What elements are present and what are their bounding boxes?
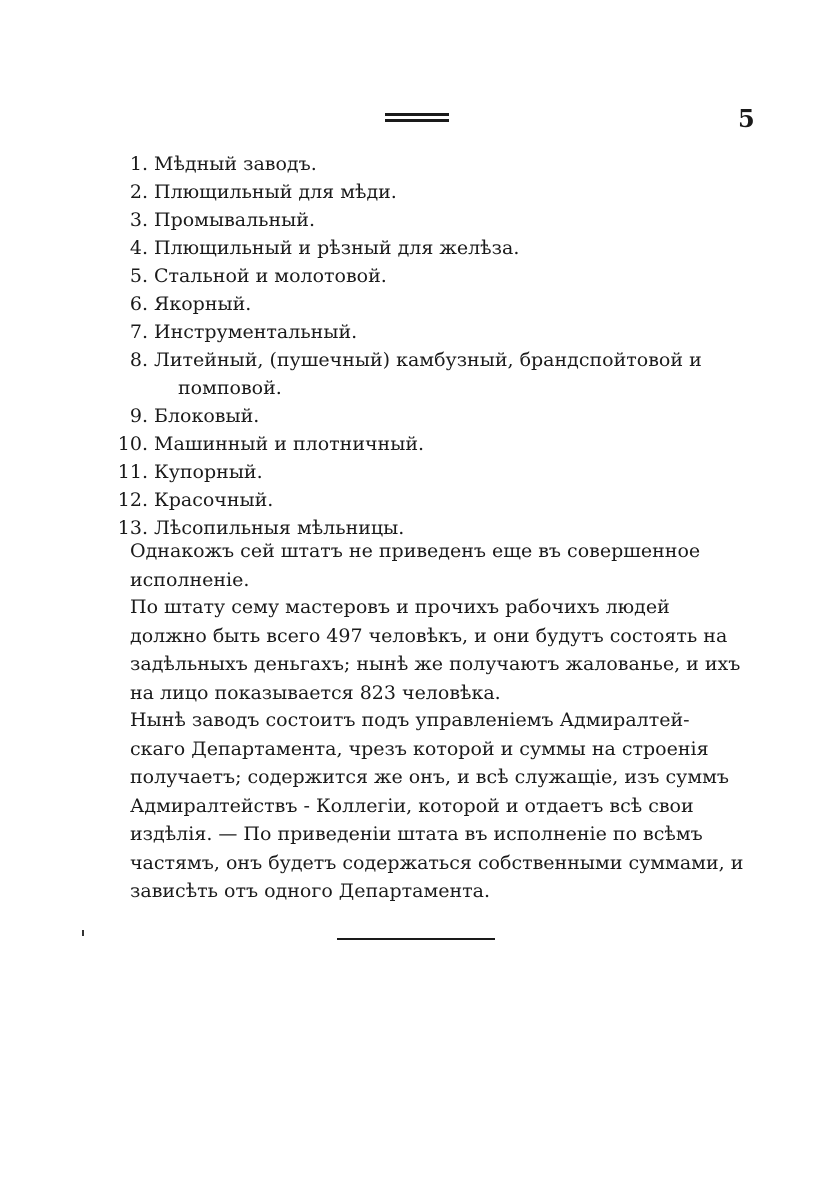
list-item-number: 10. [117,433,148,455]
list-item-text: Лѣсопильныя мѣльницы. [154,517,405,539]
list-item-text: Стальной и молотовой. [154,265,387,287]
list-item [96,234,776,262]
list-item-number: 7. [129,321,148,343]
list-item [96,402,776,430]
list-item-number: 5. [129,265,148,287]
list-item-text: Инструментальный. [154,321,358,343]
list-item [96,206,776,234]
list-item-number: 4. [129,237,148,259]
list-item [96,430,776,458]
list-item-text: Блоковый. [154,405,260,427]
list-item-text: Красочный. [154,489,274,511]
paragraph-line: Однакожъ сей штатъ не приведенъ еще въ совершенное [130,540,701,562]
header-ornament [385,113,449,122]
list-item [96,458,776,486]
paragraph-line: получаетъ; содержится же онъ, и всѣ служащіе, изъ суммъ [130,766,729,788]
paragraph-administration [84,706,759,906]
ornament-rule-top [385,113,449,116]
list-item-text: Якорный. [154,293,252,315]
list-item [96,290,776,318]
paragraph-line: издѣлія. — По приведеніи штата въ исполненіе по всѣмъ [130,823,703,845]
list-item [96,318,776,346]
page-number: 5 [738,104,755,133]
paragraph-line: По штату сему мастеровъ и прочихъ рабочихъ людей [130,596,670,618]
list-item-text: Литейный, (пушечный) камбузный, брандспойтовой и [154,349,702,371]
list-item-text: Мѣдный заводъ. [154,153,317,175]
list-item [96,262,776,290]
list-item-number: 1. [129,153,148,175]
list-item-number: 13. [117,517,148,539]
section-end-rule [337,938,495,940]
workshop-list [96,150,776,542]
paragraph-line: зависѣть отъ одного Департамента. [130,880,491,902]
list-item-continuation: помповой. [178,377,282,399]
list-item-text: Машинный и плотничный. [154,433,425,455]
list-item-number: 3. [129,209,148,231]
ornament-rule-bottom [385,119,449,122]
paragraph-line: должно быть всего 497 человѣкъ, и они будутъ состоять на [130,624,728,647]
list-item [96,178,776,206]
list-item-text: Плющильный для мѣди. [154,181,397,203]
list-item-text: Купорный. [154,461,263,483]
list-item-number: 8. [129,349,148,371]
paragraph-workers [84,593,759,707]
list-item-number: 12. [117,489,148,511]
paragraph-line: скаго Департамента, чрезъ которой и суммы на строенія [130,737,709,760]
paragraph-line: исполненіе. [130,568,250,591]
paragraph-line: частямъ, онъ будетъ содержаться собственными суммами, и [130,851,744,874]
list-item-number: 9. [129,405,148,427]
paragraph-line: задѣльныхъ деньгахъ; нынѣ же получаютъ жалованье, и ихъ [130,653,741,675]
paragraph-line: Адмиралтействъ - Коллегіи, которой и отдаетъ всѣ свои [130,794,694,817]
list-item-text: Промывальный. [154,209,315,231]
list-item-text: Плющильный и рѣзный для желѣза. [154,237,520,259]
list-item [96,346,776,402]
list-item-number: 2. [129,181,148,203]
paragraph-line: на лицо показывается 823 человѣка. [130,681,501,704]
list-item-number: 11. [117,461,148,483]
list-item [96,150,776,178]
list-item-number: 6. [129,293,148,315]
stray-ink-mark [82,930,84,936]
paragraph-staff-status [84,537,759,594]
paragraph-line: Нынѣ заводъ состоитъ подъ управленіемъ Адмиралтей- [130,709,690,731]
list-item [96,486,776,514]
